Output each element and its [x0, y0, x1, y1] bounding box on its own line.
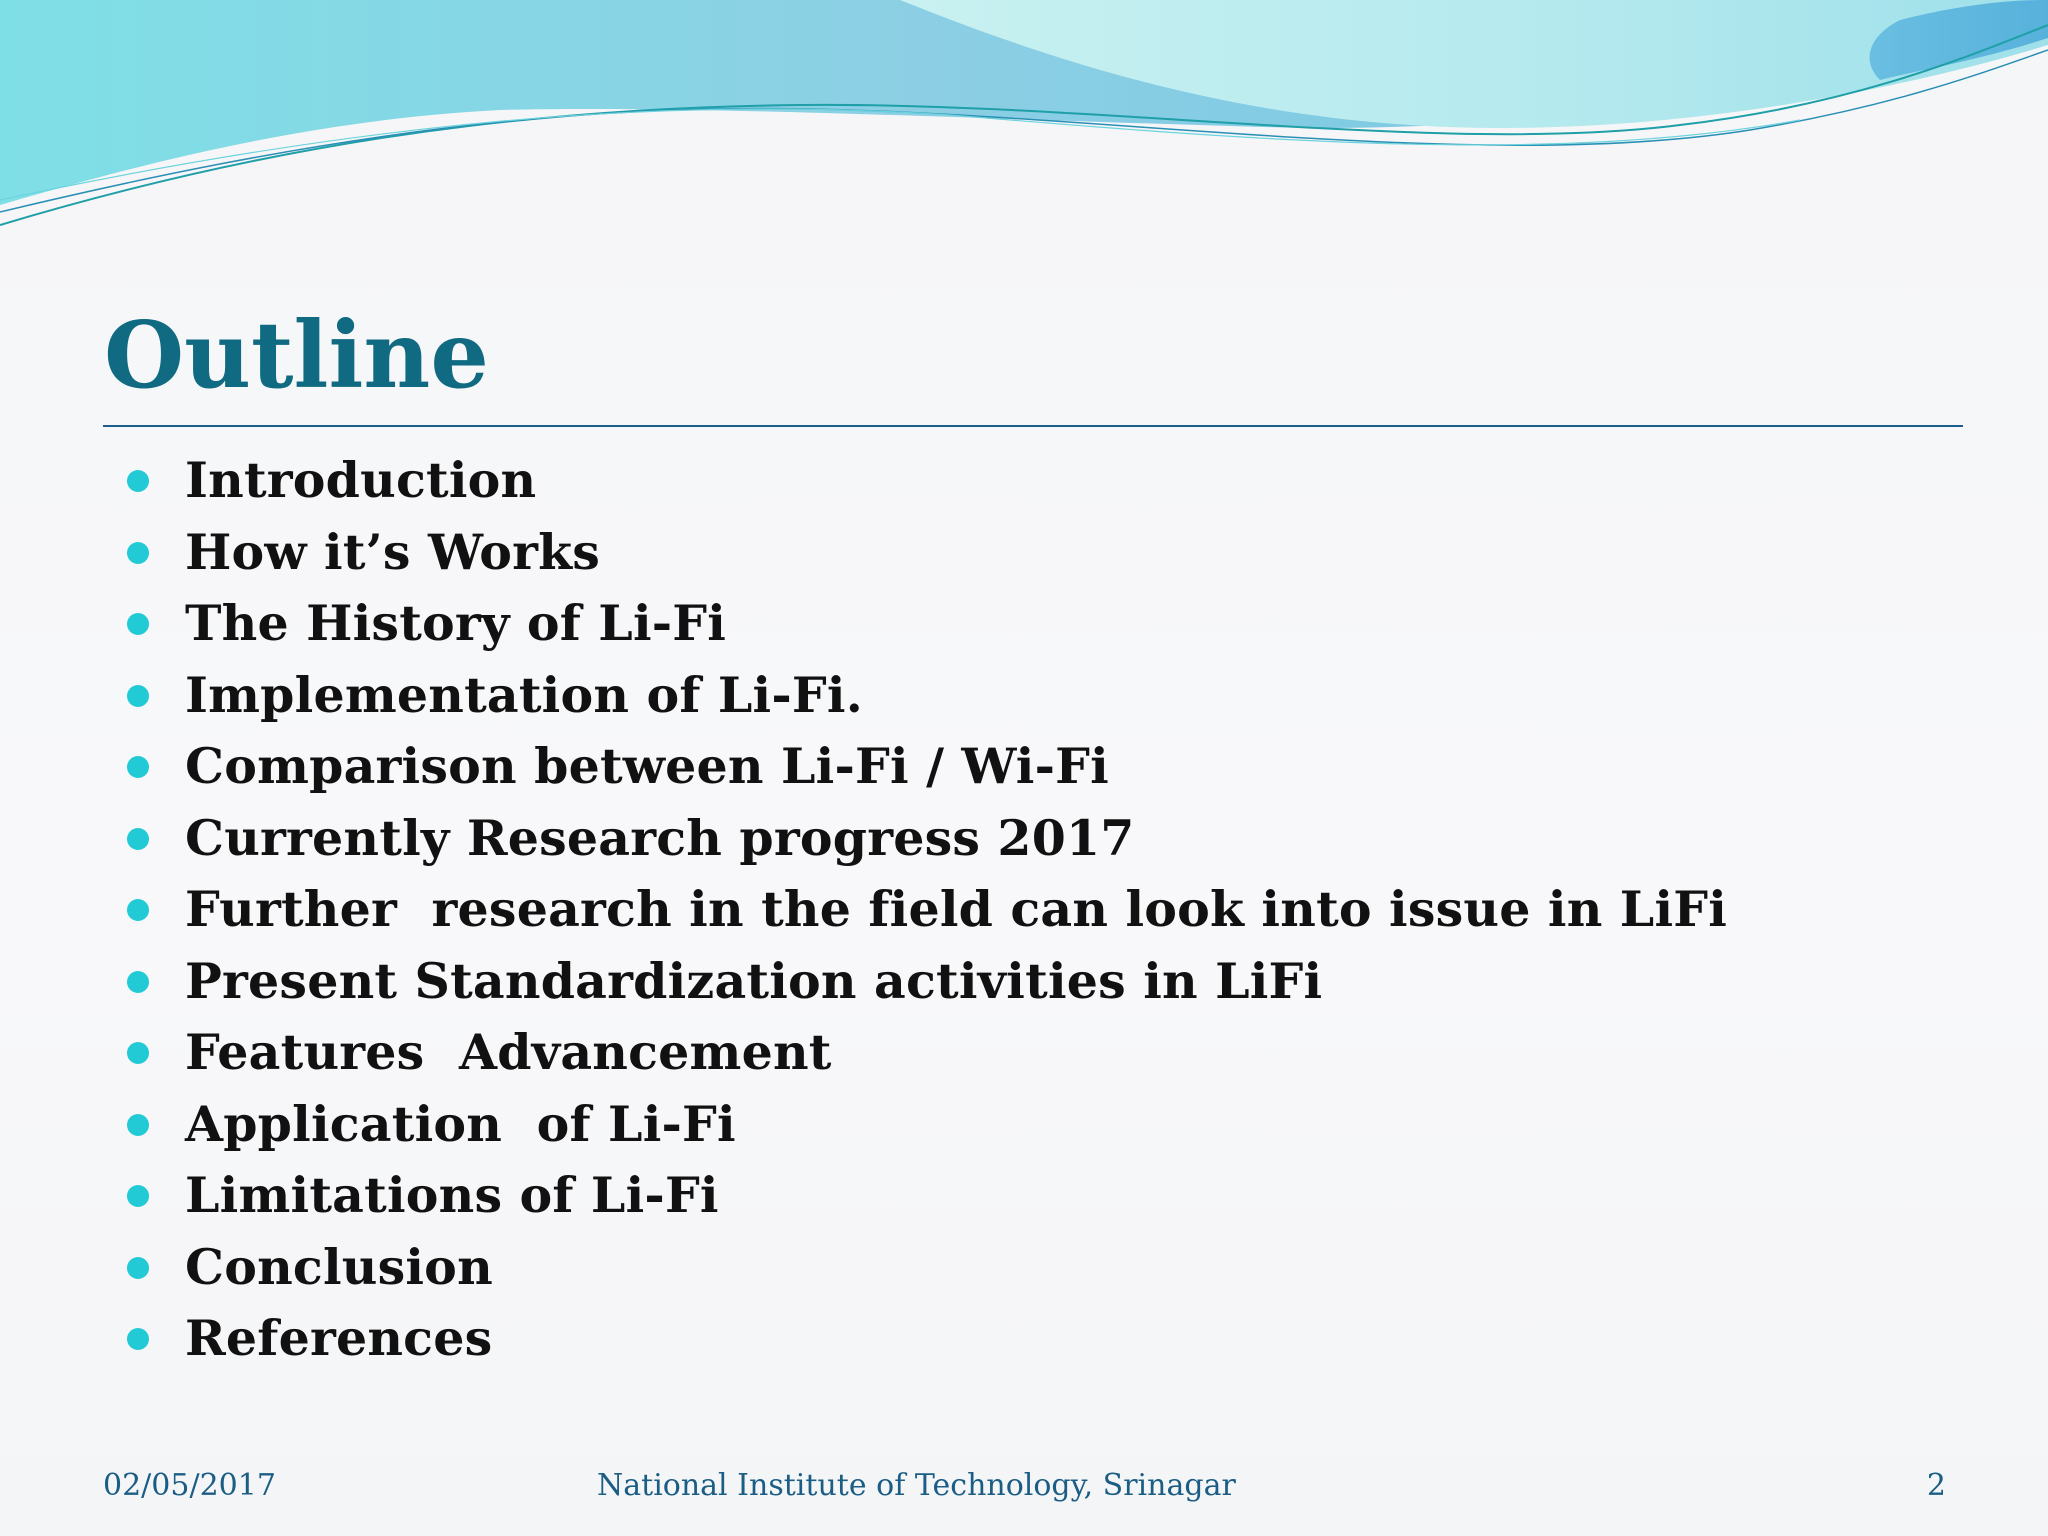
bullet-icon	[127, 1042, 149, 1064]
list-item-text: Limitations of Li-Fi	[185, 1166, 719, 1224]
title-divider	[103, 425, 1963, 427]
bullet-icon	[127, 828, 149, 850]
bullet-icon	[127, 1257, 149, 1279]
bullet-icon	[127, 1185, 149, 1207]
bullet-icon	[127, 470, 149, 492]
bullet-icon	[127, 685, 149, 707]
bullet-icon	[127, 971, 149, 993]
bullet-icon	[127, 1114, 149, 1136]
decorative-wave-banner	[0, 0, 2048, 240]
list-item-text: References	[185, 1309, 493, 1367]
list-item-text: Conclusion	[185, 1237, 493, 1296]
list-item-text: Present Standardization activities in LiFi	[185, 951, 1323, 1010]
list-item-text: Currently Research progress 2017	[185, 808, 1135, 867]
bullet-icon	[127, 542, 149, 564]
list-item-text: Application of Li-Fi	[185, 1094, 736, 1153]
bullet-icon	[127, 899, 149, 921]
footer-organization: National Institute of Technology, Srinagar	[597, 1468, 1236, 1503]
list-item-text: Further research in the field can look into issue in LiFi	[185, 880, 1728, 938]
list-item-text: Comparison between Li-Fi / Wi-Fi	[185, 737, 1109, 795]
bullet-icon	[127, 613, 149, 635]
list-item-text: Introduction	[185, 451, 537, 509]
footer-date: 02/05/2017	[103, 1468, 276, 1503]
list-item-text: The History of Li-Fi	[185, 594, 727, 652]
list-item-text: How it’s Works	[185, 522, 601, 581]
list-item-text: Features Advancement	[185, 1023, 832, 1081]
bullet-icon	[127, 1328, 149, 1350]
list-item-text: Implementation of Li-Fi.	[185, 665, 863, 724]
slide-title: Outline	[104, 301, 489, 409]
bullet-icon	[127, 756, 149, 778]
slide-number: 2	[1926, 1468, 1946, 1503]
